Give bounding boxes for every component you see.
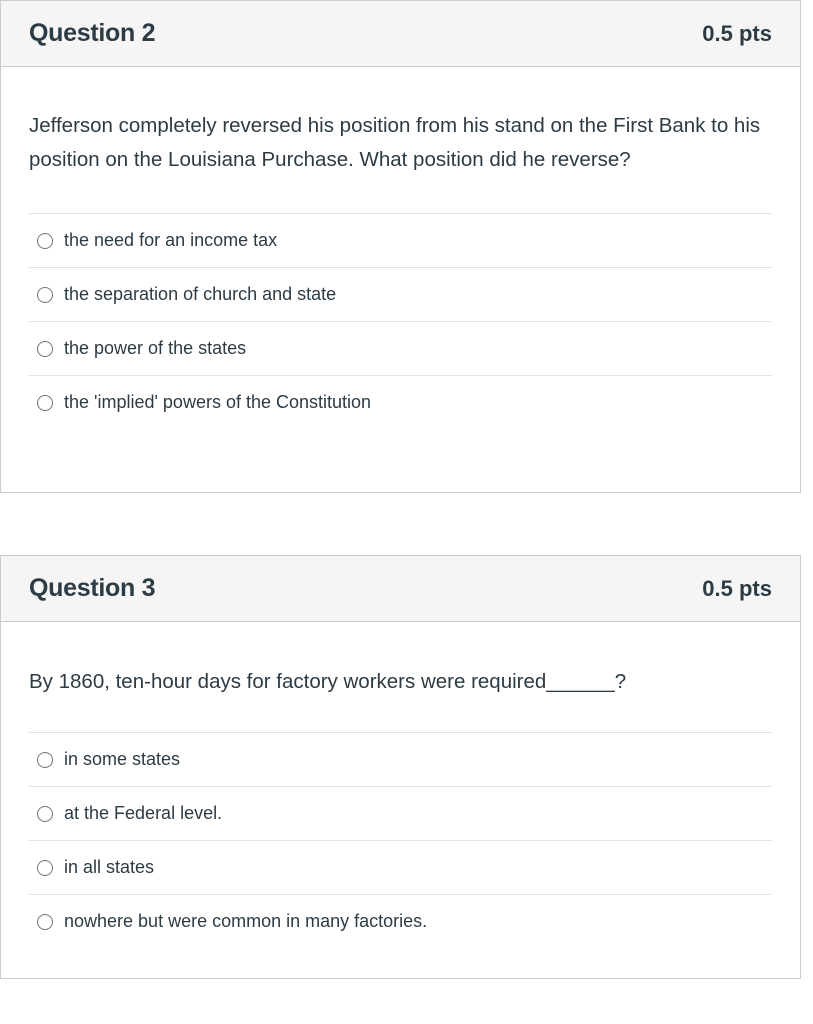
radio-button-icon[interactable] (37, 395, 53, 411)
radio-button-icon[interactable] (37, 914, 53, 930)
answer-label[interactable]: in some states (64, 749, 181, 769)
question-text: By 1860, ten-hour days for factory workers were required______? (29, 670, 627, 693)
radio-button-icon[interactable] (37, 233, 53, 249)
answer-option[interactable] (29, 375, 772, 429)
question-header (1, 556, 800, 622)
answer-option[interactable] (29, 840, 772, 894)
radio-button-icon[interactable] (37, 752, 53, 768)
answer-label[interactable]: nowhere but were common in many factories. (64, 911, 428, 931)
question-points: 0.5 pts (702, 575, 772, 601)
answer-label[interactable]: at the Federal level. (64, 803, 223, 823)
question-points: 0.5 pts (702, 20, 772, 46)
radio-button-icon[interactable] (37, 806, 53, 822)
answer-label[interactable]: the power of the states (64, 338, 247, 358)
answer-label[interactable]: the need for an income tax (64, 230, 278, 250)
radio-button-icon[interactable] (37, 341, 53, 357)
question-body (1, 67, 800, 429)
question-title: Question 3 (29, 574, 156, 602)
question-card (0, 555, 801, 979)
answer-label[interactable]: the 'implied' powers of the Constitution (64, 392, 372, 412)
question-text: Jefferson completely reversed his position from his stand on the First Bank to his position on the Louisiana Purchase. What position did he reverse? (29, 114, 761, 171)
answer-list (29, 732, 772, 948)
answer-option[interactable] (29, 267, 772, 321)
radio-button-icon[interactable] (37, 287, 53, 303)
answer-list (29, 213, 772, 429)
question-title: Question 2 (29, 19, 156, 47)
answer-label[interactable]: the separation of church and state (64, 284, 337, 304)
radio-button-icon[interactable] (37, 860, 53, 876)
answer-option[interactable] (29, 786, 772, 840)
question-header (1, 1, 800, 67)
answer-option[interactable] (29, 732, 772, 786)
answer-option[interactable] (29, 321, 772, 375)
question-body (1, 622, 800, 948)
answer-option[interactable] (29, 894, 772, 948)
answer-label[interactable]: in all states (64, 857, 155, 877)
question-card (0, 0, 801, 493)
answer-option[interactable] (29, 213, 772, 267)
